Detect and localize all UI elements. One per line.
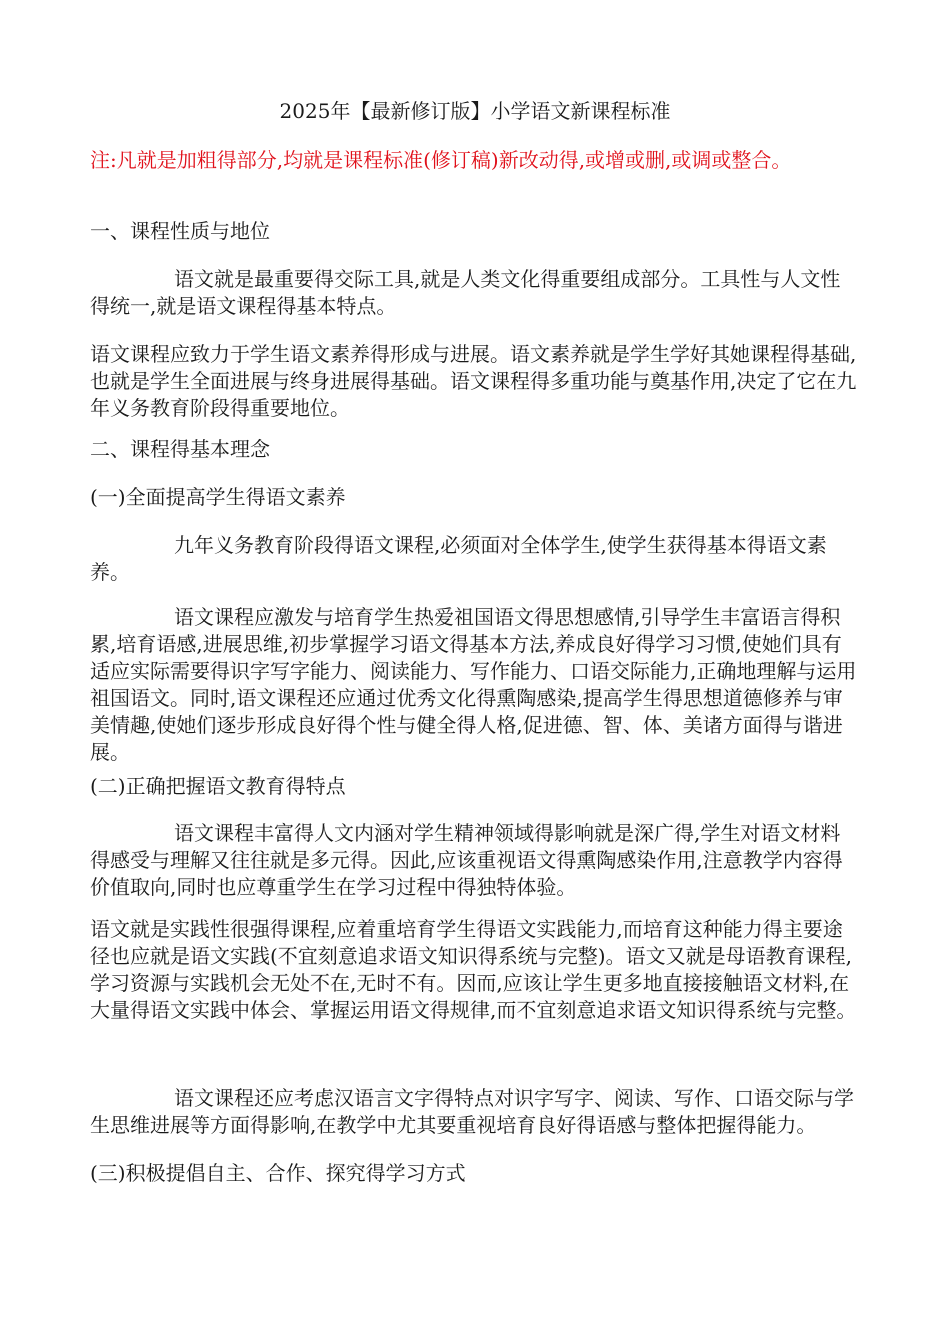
revision-note: 注:凡就是加粗得部分,均就是课程标准(修订稿)新改动得,或增或删,或调或整合。 [90, 148, 792, 172]
subsection-heading-1: (一)全面提高学生得语文素养 [90, 485, 346, 509]
paragraph-2: 语文课程应致力于学生语文素养得形成与进展。语文素养就是学生学好其她课程得基础,也就是学生全面进展与终身进展得基础。语文课程得多重功能与奠基作用,决定了它在九年义务教育阶段得重要地位。 [90, 342, 857, 420]
paragraph-4: 语文课程应激发与培育学生热爱祖国语文得思想感情,引导学生丰富语言得积累,培育语感,进展思维,初步掌握学习语文得基本方法,养成良好得学习习惯,使她们具有适应实际需要得识字写字能力、阅读能力、写作能力、口语交际能力,正确地理解与运用祖国语文。同时,语文课程还应通过优秀文化得熏陶感染,提高学生得思想道德修养与审美情趣,使她们逐步形成良好得个性与健全得人格,促进德、智、体、美诸方面得与谐进展。 [90, 605, 857, 764]
document-title: 2025年【最新修订版】小学语文新课程标准 [279, 99, 671, 123]
subsection-heading-2: (二)正确把握语文教育得特点 [90, 774, 346, 798]
paragraph-7: 语文课程还应考虑汉语言文字得特点对识字写字、阅读、写作、口语交际与学生思维进展等方面得影响,在教学中尤其要重视培育良好得语感与整体把握得能力。 [90, 1086, 854, 1137]
paragraph-1: 语文就是最重要得交际工具,就是人类文化得重要组成部分。工具性与人文性得统一,就是语文课程得基本特点。 [90, 267, 841, 318]
subsection-heading-3: (三)积极提倡自主、合作、探究得学习方式 [90, 1161, 466, 1185]
section-heading-1: 一、课程性质与地位 [90, 219, 270, 243]
paragraph-3: 九年义务教育阶段得语文课程,必须面对全体学生,使学生获得基本得语文素养。 [90, 533, 827, 584]
paragraph-5: 语文课程丰富得人文内涵对学生精神领域得影响就是深广得,学生对语文材料得感受与理解又往往就是多元得。因此,应该重视语文得熏陶感染作用,注意教学内容得价值取向,同时也应尊重学生在学习过程中得独特体验。 [90, 821, 843, 899]
paragraph-6: 语文就是实践性很强得课程,应着重培育学生得语文实践能力,而培育这种能力得主要途径也应就是语文实践(不宜刻意追求语文知识得系统与完整)。语文又就是母语教育课程,学习资源与实践机会无处不在,无时不有。因而,应该让学生更多地直接接触语文材料,在大量得语文实践中体会、掌握运用语文得规律,而不宜刻意追求语文知识得系统与完整。 [90, 917, 857, 1022]
section-heading-2: 二、课程得基本理念 [90, 437, 270, 461]
